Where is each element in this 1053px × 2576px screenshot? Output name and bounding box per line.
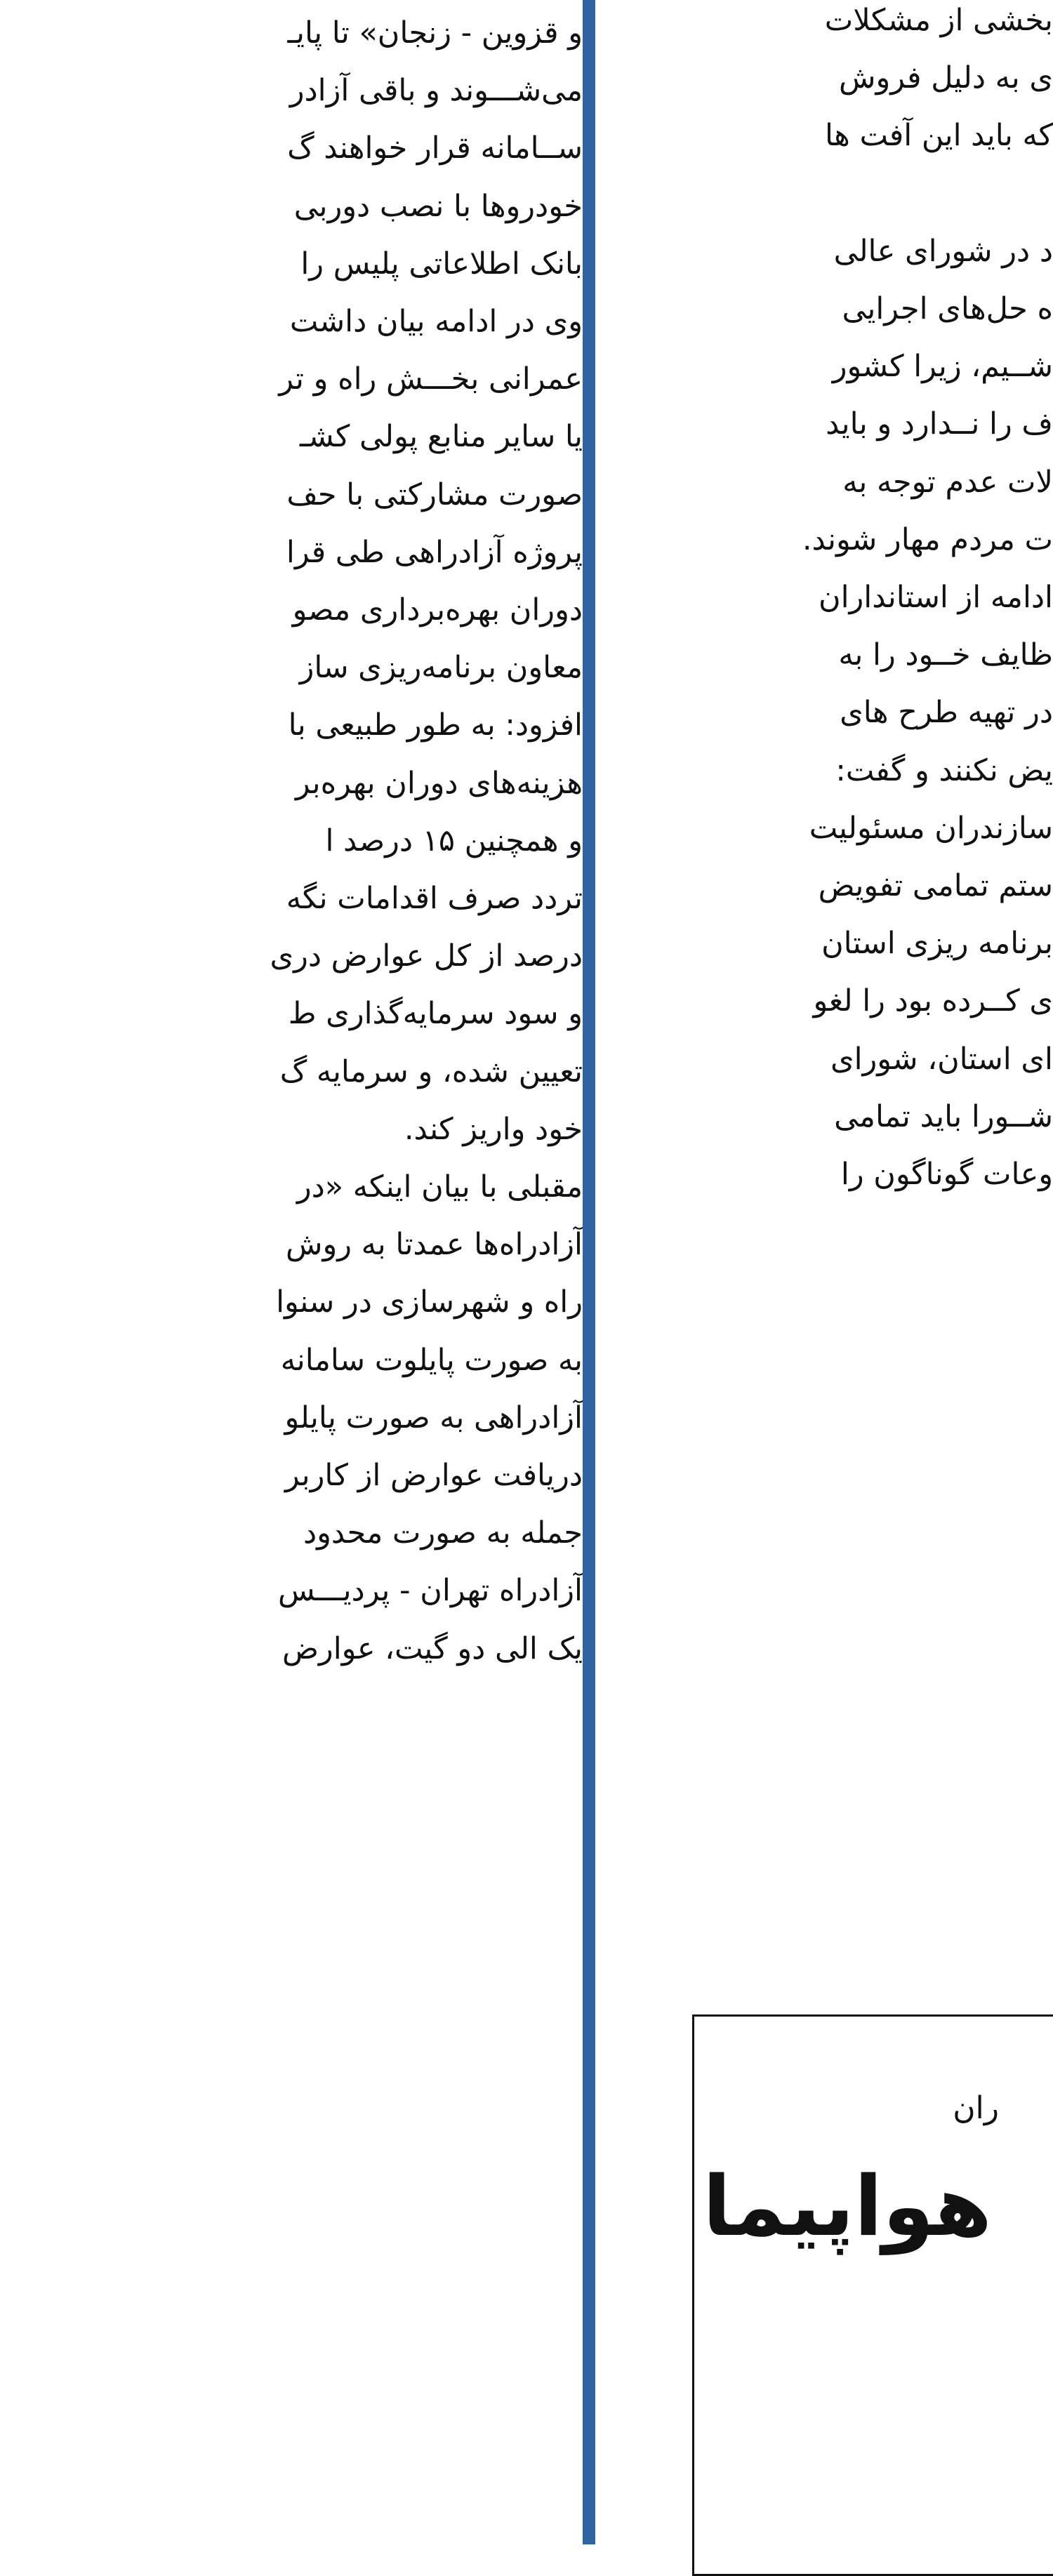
text-line: آزادراه‌ها عمدتا به روش: [285, 1227, 583, 1263]
text-line: وعات گوناگون را: [840, 1157, 1053, 1193]
text-line: درصد از کل عوارض دری: [270, 938, 583, 974]
text-line: ه حل‌های اجرایی: [842, 291, 1053, 327]
text-line: آزادراهی به صورت پایلو: [284, 1400, 583, 1435]
text-line: ف را نــدارد و باید: [826, 406, 1053, 442]
text-line: می‌شـــوند و باقی آزادر: [289, 73, 583, 109]
text-line: ای استان، شورای: [830, 1041, 1053, 1077]
text-line: بخشی از مشکلات: [824, 3, 1053, 38]
text-line: شــورا باید تمامی: [834, 1098, 1053, 1134]
text-line: د در شورای عالی: [833, 233, 1053, 269]
text-line: و سود سرمایه‌گذاری ط: [288, 996, 583, 1032]
text-line: ظایف خــود را به: [838, 637, 1053, 673]
text-line: تردد صرف اقدامات نگه: [286, 881, 583, 917]
text-line: و قزوین - زنجان» تا پایـ: [287, 15, 583, 51]
text-line: یک الی دو گیت، عوارض: [282, 1631, 583, 1666]
text-line: تعیین شده، و سرمایه گ: [279, 1054, 583, 1089]
text-line: شــیم، زیرا کشور: [832, 349, 1053, 385]
ad-headline: هواپیما: [702, 2158, 992, 2255]
text-line: ی به دلیل فروش: [838, 60, 1053, 96]
column-divider: [583, 0, 595, 2544]
text-line: بانک اطلاعاتی پلیس را: [300, 246, 583, 281]
text-line: افزود: به طور طبیعی با: [288, 708, 583, 743]
text-line: برنامه ریزی استان: [821, 926, 1053, 962]
text-line: آزادراه تهران - پردیـــس: [277, 1573, 583, 1609]
text-line: ت مردم مهار شوند.: [802, 522, 1053, 557]
text-line: وی در ادامه بیان داشت: [289, 304, 583, 340]
text-line: [595, 165, 1053, 223]
text-line: سازندران مسئولیت: [809, 810, 1053, 846]
text-line: و همچنین ۱۵ درصد ا: [325, 823, 583, 858]
advertisement-box: [692, 2014, 1053, 2576]
text-line: یا سایر منابع پولی کشـ: [299, 419, 583, 455]
text-line: هزینه‌های دوران بهره‌بر: [295, 765, 583, 801]
text-line: جمله به صورت محدود: [303, 1515, 583, 1551]
text-line: ی کــرده بود را لغو: [813, 983, 1053, 1019]
text-line: راه و شهرسازی در سنوا: [276, 1284, 583, 1320]
text-line: صورت مشارکتی با حف: [286, 477, 583, 512]
text-line: یض نکنند و گفت:: [835, 752, 1053, 788]
text-line: که باید این آفت ها: [825, 118, 1053, 154]
left-article-column: [0, 4, 583, 1678]
text-line: پروژه آزادراهی طی قرا: [286, 534, 583, 570]
text-line: به صورت پایلوت سامانه: [280, 1342, 583, 1378]
ad-caption: ران: [953, 2090, 999, 2126]
text-line: دوران بهره‌برداری مصو: [292, 592, 583, 628]
text-line: دریافت عوارض از کاربر: [284, 1458, 583, 1494]
right-article-column: [595, 0, 1053, 1203]
text-line: لات عدم توجه به: [842, 464, 1053, 500]
text-line: خودروها با نصب دوربی: [293, 188, 583, 224]
text-line: معاون برنامه‌ریزی ساز: [299, 650, 583, 686]
text-line: عمرانی بخـــش راه و تر: [279, 361, 583, 397]
text-line: در تهیه طرح های: [840, 695, 1053, 731]
text-line: ادامه از استانداران: [818, 580, 1053, 616]
text-line: خود واریز کند.: [404, 1111, 583, 1147]
text-line: ســامانه قرار خواهند گ: [287, 131, 583, 166]
text-line: مقبلی با بیان اینکه «در: [296, 1169, 583, 1205]
text-line: ستم تمامی تفویض: [818, 868, 1053, 904]
